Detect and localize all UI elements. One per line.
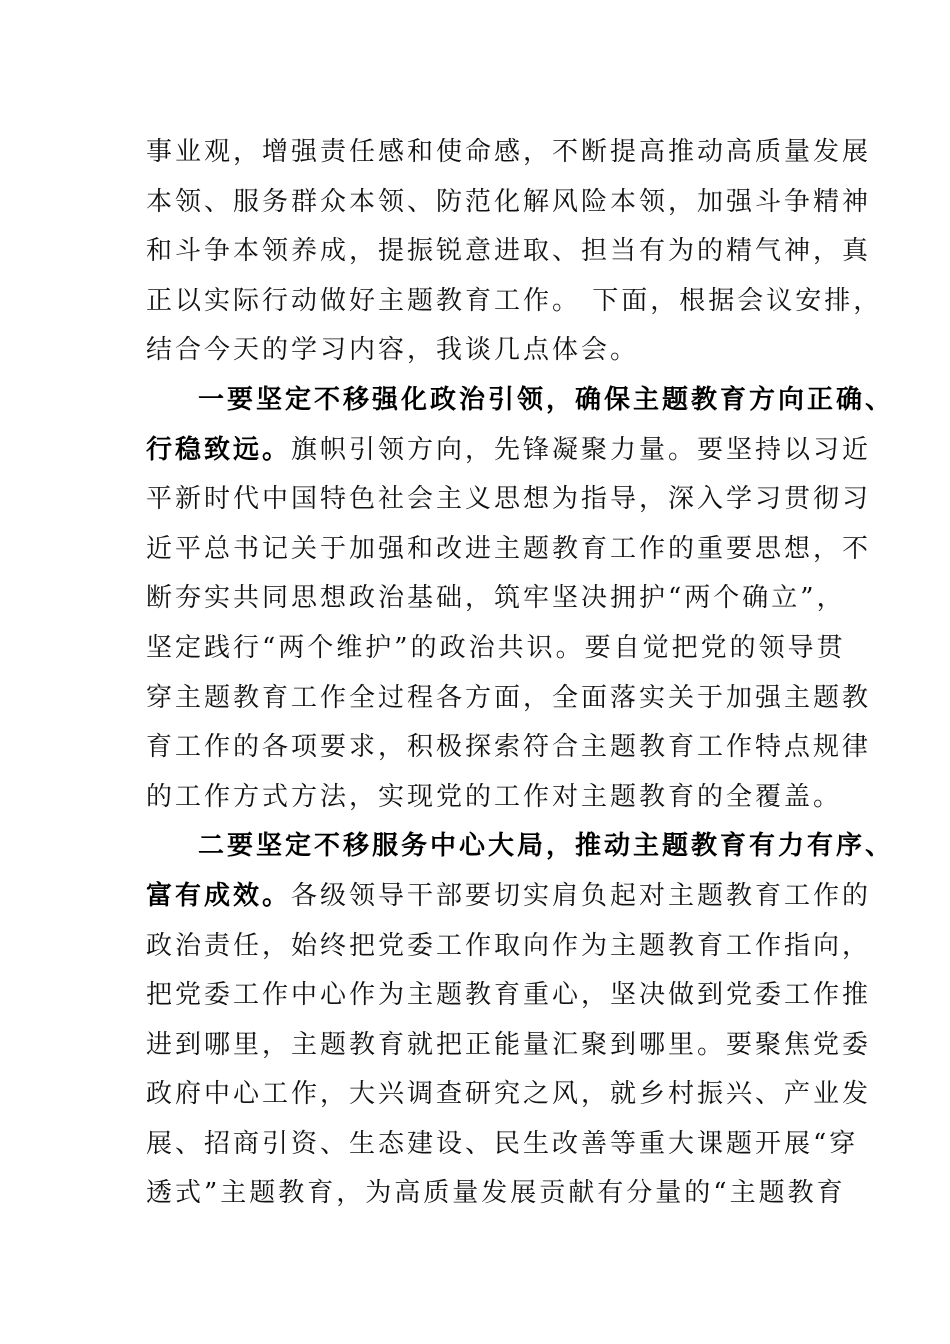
bold-heading: 二要坚定不移服务中心大局，推动主题教育有力有序、	[198, 831, 895, 862]
line-text: 政府中心工作，大兴调查研究之风，就乡村振兴、产业发	[146, 1079, 872, 1110]
line-text: 旗帜引领方向，先锋凝聚力量。要坚持以习近	[291, 434, 872, 465]
bold-heading: 行稳致远。	[146, 434, 292, 465]
line-text: 断夯实共同思想政治基础，筑牢坚决拥护“两个确立”，	[146, 583, 846, 614]
bold-heading: 一要坚定不移强化政治引领，确保主题教育方向正确、	[198, 384, 895, 415]
text-line	[146, 1070, 872, 1120]
line-text: 展、招商引资、生态建设、民生改善等重大课题开展“穿	[146, 1128, 859, 1159]
bold-heading: 富有成效。	[146, 880, 292, 911]
line-text: 政治责任，始终把党委工作取向作为主题教育工作指向，	[146, 930, 872, 961]
line-text: 平新时代中国特色社会主义思想为指导，深入学习贯彻习	[146, 484, 872, 515]
line-text: 结合今天的学习内容，我谈几点体会。	[146, 335, 640, 366]
text-line	[146, 723, 872, 773]
text-line	[146, 227, 872, 277]
text-line	[146, 178, 872, 228]
line-text: 坚定践行“两个维护”的政治共识。要自觉把党的领导贯	[146, 632, 846, 663]
text-line	[146, 574, 846, 624]
section-heading-line	[146, 822, 895, 872]
line-text: 和斗争本领养成，提振锐意进取、担当有为的精气神，真	[146, 236, 872, 267]
text-line	[146, 971, 872, 1021]
line-text: 正以实际行动做好主题教育工作。 下面，根据会议安排，	[146, 285, 883, 316]
text-line	[146, 277, 883, 327]
text-line	[146, 674, 872, 724]
text-line	[146, 1021, 872, 1071]
text-line	[146, 326, 826, 376]
line-text: 各级领导干部要切实肩负起对主题教育工作的	[291, 880, 872, 911]
line-text: 透式”主题教育，为高质量发展贡献有分量的“主题教育	[146, 1178, 846, 1209]
section-heading-line	[146, 376, 895, 426]
line-text: 把党委工作中心作为主题教育重心，坚决做到党委工作推	[146, 980, 872, 1011]
text-line	[146, 1120, 859, 1170]
text-line	[146, 475, 872, 525]
line-text: 穿主题教育工作全过程各方面，全面落实关于加强主题教	[146, 682, 872, 713]
text-line	[146, 1169, 846, 1219]
text-line	[146, 525, 872, 575]
text-line	[146, 773, 843, 823]
document-body	[146, 128, 895, 1219]
text-line	[146, 426, 872, 476]
line-text: 本领、服务群众本领、防范化解风险本领，加强斗争精神	[146, 186, 872, 217]
line-text: 进到哪里，主题教育就把正能量汇聚到哪里。要聚焦党委	[146, 1029, 872, 1060]
line-text: 近平总书记关于加强和改进主题教育工作的重要思想，不	[146, 533, 872, 564]
line-text: 的工作方式方法，实现党的工作对主题教育的全覆盖。	[146, 781, 843, 812]
text-line	[146, 128, 872, 178]
text-line	[146, 624, 846, 674]
text-line	[146, 922, 872, 972]
line-text: 育工作的各项要求，积极探索符合主题教育工作特点规律	[146, 732, 872, 763]
text-line	[146, 872, 872, 922]
line-text: 事业观，增强责任感和使命感，不断提高推动高质量发展	[146, 137, 872, 167]
